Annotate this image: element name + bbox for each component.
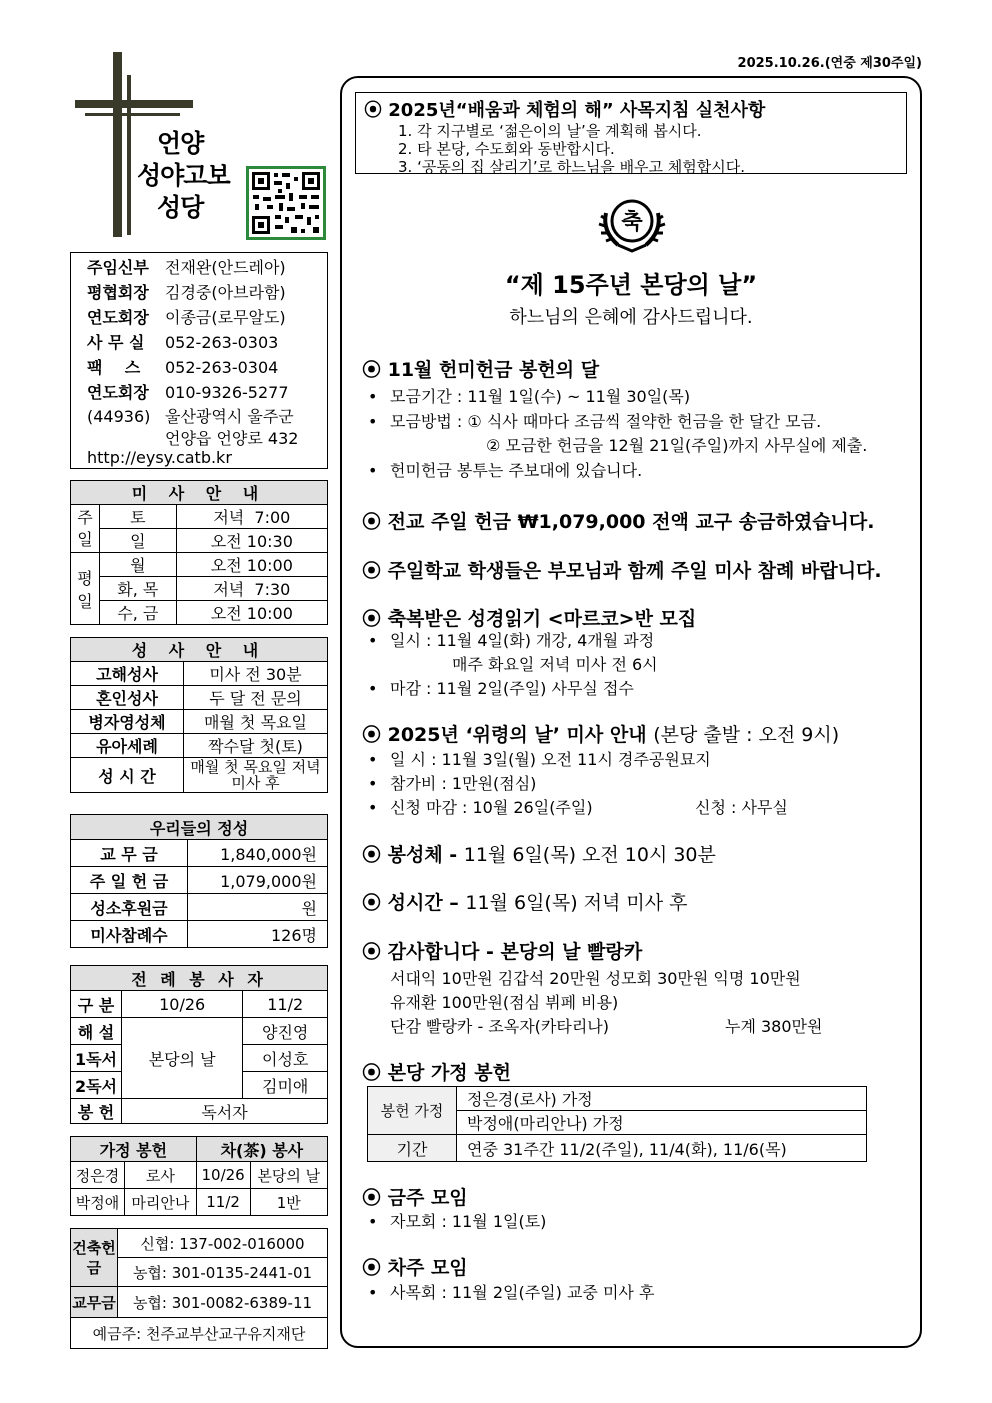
list-item: • 모금방법 : ① 식사 때마다 조금씩 절약한 헌금을 한 달간 모금.	[368, 412, 822, 431]
info-label: 평협회장	[87, 283, 149, 302]
rice-offering-method: 모금방법 : ① 식사 때마다 조금씩 절약한 헌금을 한 달간 모금.	[390, 412, 822, 431]
all-souls-departure: (본당 출발 : 오전 9시)	[653, 724, 840, 746]
parish-name-line3: 성당	[157, 193, 204, 222]
sunday-school-notice: ⦿ 주일학교 학생들은 부모님과 함께 주일 미사 참례 바랍니다.	[362, 560, 882, 582]
offering-title: 우리들의 정성	[71, 815, 328, 840]
info-value: 052-263-0304	[165, 358, 279, 377]
thanks-title: ⦿ 감사합니다 - 본당의 날 빨랑카	[362, 941, 643, 963]
family-offering-title: 가정 봉헌	[71, 1137, 197, 1162]
list-item: • 신청 마감 : 10월 26일(주일)	[368, 798, 593, 817]
sacrament-info	[70, 637, 328, 793]
list-item: • 자모회 : 11월 1일(토)	[368, 1212, 547, 1231]
postal-code: (44936)	[87, 407, 151, 426]
all-souls-fee: 참가비 : 1만원(점심)	[390, 774, 537, 793]
info-label: 사 무 실	[87, 333, 145, 352]
sacrament-name: 유아세례	[71, 734, 184, 758]
period-label: 기간	[368, 1135, 457, 1162]
bible-reading-time: 매주 화요일 저녁 미사 전 6시	[452, 655, 658, 674]
donation-line: 단감 빨랑카 - 조옥자(카타리나)	[390, 1017, 609, 1036]
qr-code-icon[interactable]	[246, 166, 326, 240]
next-server: 이성호	[243, 1045, 328, 1072]
sacrament-value: 두 달 전 문의	[184, 686, 328, 710]
sacrament-value: 짝수달 첫(토)	[184, 734, 328, 758]
mass-schedule-title: 미 사 안 내	[71, 481, 328, 505]
mass-time: 저녁 7:30	[176, 577, 327, 601]
communion-time: 11월 6일(목) 오전 10시 30분	[463, 844, 716, 866]
tea-who: 본당의 날	[250, 1162, 328, 1189]
communion-notice	[362, 840, 716, 867]
servers-head: 구 분	[71, 991, 122, 1018]
parish-name-line1: 언양	[157, 129, 204, 158]
family-saint: 마리안나	[125, 1189, 197, 1216]
bible-reading-deadline: 마감 : 11월 2일(주일) 사무실 접수	[390, 679, 634, 698]
offering-value: 126명	[188, 921, 328, 948]
main-title: “제 15주년 본당의 날”	[504, 271, 758, 299]
account-holder: 예금주: 천주교부산교구유지재단	[71, 1318, 328, 1349]
sacrament-name: 성 시 간	[71, 758, 184, 793]
sacrament-value: 미사 전 30분	[184, 662, 328, 686]
next-week-meeting: 사목회 : 11월 2일(주일) 교중 미사 후	[390, 1283, 655, 1302]
sacrament-title: 성 사 안 내	[71, 638, 328, 662]
mass-day: 화, 목	[100, 577, 177, 601]
offering-summary	[70, 814, 328, 948]
info-label: 팩 스	[87, 358, 141, 377]
servers-head: 10/26	[122, 991, 243, 1018]
offering-value: 원	[188, 894, 328, 921]
servers-title: 전 례 봉 사 자	[71, 966, 328, 991]
tithe-label: 교무금	[71, 1287, 118, 1318]
rice-offering-method-2: ② 모금한 헌금을 12월 21일(주일)까지 사무실에 제출.	[486, 436, 868, 455]
family-saint: 로사	[125, 1162, 197, 1189]
all-souls-apply: 신청 : 사무실	[695, 798, 788, 817]
info-label: 연도회장	[87, 383, 149, 402]
family-offering-title: ⦿ 본당 가정 봉헌	[362, 1062, 511, 1084]
offering-name: 미사참례수	[71, 921, 188, 948]
donation-total: 누계 380만원	[725, 1017, 823, 1036]
mass-day: 토	[100, 505, 177, 529]
mass-day: 수, 금	[100, 601, 177, 625]
all-souls-deadline: 신청 마감 : 10월 26일(주일)	[390, 798, 593, 817]
info-value: 010-9326-5277	[165, 383, 289, 402]
servers-head: 11/2	[243, 991, 328, 1018]
address-line2: 언양읍 언양로 432	[165, 429, 299, 448]
this-week-meeting: 자모회 : 11월 1일(토)	[390, 1212, 547, 1231]
offering-name: 성소후원금	[71, 894, 188, 921]
tithe-account: 농협: 301-0082-6389-11	[118, 1287, 328, 1318]
building-account-1: 신협: 137-002-016000	[118, 1229, 328, 1258]
bank-accounts	[70, 1228, 328, 1349]
holy-hour-heading: ⦿ 성시간 –	[362, 892, 466, 914]
bible-reading-schedule: 일시 : 11월 4일(화) 개강, 4개월 과정	[390, 631, 655, 650]
list-item: • 헌미헌금 봉투는 주보대에 있습니다.	[368, 461, 643, 480]
sacrament-name: 혼인성사	[71, 686, 184, 710]
donation-line: 서대익 10만원 김갑석 20만원 성모회 30만원 익명 10만원	[390, 969, 801, 988]
family-offering-table	[367, 1086, 867, 1162]
guideline-item: 2. 타 본당, 수도회와 동반합시다.	[398, 140, 615, 158]
website-link[interactable]: http://eysy.catb.kr	[87, 448, 232, 467]
family-name: 정은경	[71, 1162, 125, 1189]
sacrament-value: 매월 첫 목요일	[184, 710, 328, 734]
offering-server: 독서자	[122, 1099, 328, 1124]
guideline-title: ⦿ 2025년“배움과 체험의 해” 사목지침 실천사항	[364, 100, 766, 121]
rice-offering-title: ⦿ 11월 헌미헌금 봉헌의 달	[362, 359, 600, 381]
mass-schedule	[70, 480, 328, 625]
tea-date: 10/26	[196, 1162, 250, 1189]
family-label: 봉헌 가정	[368, 1087, 457, 1135]
offering-name: 교 무 금	[71, 840, 188, 867]
donation-line: 유재환 100만원(점심 뷔페 비용)	[390, 993, 619, 1012]
next-week-meeting-title: ⦿ 차주 모임	[362, 1257, 468, 1279]
next-server: 양진영	[243, 1018, 328, 1045]
tea-who: 1반	[250, 1189, 328, 1216]
mass-time: 오전 10:00	[176, 553, 327, 577]
offering-value: 1,079,000원	[188, 867, 328, 894]
parish-name-line2: 성야고보	[137, 161, 230, 190]
parish-info	[70, 252, 328, 469]
weekday-label: 평일	[71, 553, 100, 625]
liturgy-servers	[70, 965, 328, 1124]
sacrament-name: 고해성사	[71, 662, 184, 686]
list-item: • 일 시 : 11월 3일(월) 오전 11시 경주공원묘지	[368, 750, 711, 769]
main-subtitle: 하느님의 은혜에 감사드립니다.	[509, 307, 753, 328]
this-week-meeting-title: ⦿ 금주 모임	[362, 1187, 468, 1209]
list-item: • 사목회 : 11월 2일(주일) 교중 미사 후	[368, 1283, 655, 1302]
guideline-item: 3. ‘공동의 집 살리기’로 하느님을 배우고 체험합시다.	[398, 158, 746, 176]
list-item: • 참가비 : 1만원(점심)	[368, 774, 537, 793]
cross-logo-bar	[75, 100, 193, 108]
info-label: 연도회장	[87, 308, 149, 327]
tea-service-title: 차(茶) 봉사	[196, 1137, 327, 1162]
sacrament-name: 병자영성체	[71, 710, 184, 734]
rice-offering-period: 모금기간 : 11월 1일(수) ~ 11월 30일(목)	[390, 387, 691, 406]
server-role: 해 설	[71, 1018, 122, 1045]
cross-logo-stroke	[127, 75, 131, 235]
mass-day: 일	[100, 529, 177, 553]
offering-value: 1,840,000원	[188, 840, 328, 867]
building-account-2: 농협: 301-0135-2441-01	[118, 1258, 328, 1287]
family-1: 정은경(로사) 가정	[457, 1087, 867, 1111]
mass-time: 오전 10:30	[176, 529, 327, 553]
communion-heading: ⦿ 봉성체 -	[362, 844, 464, 866]
family-tea-service	[70, 1136, 328, 1216]
pastoral-guideline	[355, 92, 907, 174]
info-value: 전재완(안드레아)	[165, 258, 286, 277]
all-souls-schedule: 일 시 : 11월 3일(월) 오전 11시 경주공원묘지	[390, 750, 711, 769]
bible-reading-title: ⦿ 축복받은 성경읽기 <마르코>반 모집	[362, 608, 697, 630]
server-role: 1독서	[71, 1045, 122, 1072]
holy-hour-time: 11월 6일(목) 저녁 미사 후	[465, 892, 688, 914]
period-value: 연중 31주간 11/2(주일), 11/4(화), 11/6(목)	[457, 1135, 867, 1162]
all-souls-heading: ⦿ 2025년 ‘위령의 날’ 미사 안내	[362, 724, 647, 746]
info-value: 김경중(아브라함)	[165, 283, 286, 302]
cross-logo-bar-thin	[85, 113, 180, 116]
tea-date: 11/2	[196, 1189, 250, 1216]
mass-time: 저녁 7:00	[176, 505, 327, 529]
mission-sunday-notice: ⦿ 전교 주일 헌금 ₩1,079,000 전액 교구 송금하였습니다.	[362, 511, 875, 533]
cross-logo-icon	[113, 52, 122, 237]
bulletin-date: 2025.10.26.(연중 제30주일)	[737, 56, 922, 71]
family-2: 박정애(마리안나) 가정	[457, 1111, 867, 1135]
server-role: 2독서	[71, 1072, 122, 1099]
emblem-text: 축	[621, 210, 643, 235]
list-item: • 일시 : 11월 4일(화) 개강, 4개월 과정	[368, 631, 655, 650]
mass-time: 오전 10:00	[176, 601, 327, 625]
address-line1: 울산광역시 울주군	[165, 407, 294, 426]
offering-name: 주 일 헌 금	[71, 867, 188, 894]
sunday-label: 주일	[71, 505, 100, 553]
guideline-item: 1. 각 지구별로 ‘젊은이의 날’을 계획해 봅시다.	[398, 122, 702, 140]
server-role: 봉 헌	[71, 1099, 122, 1124]
rice-offering-envelope: 헌미헌금 봉투는 주보대에 있습니다.	[390, 461, 643, 480]
building-fund-label: 건축헌금	[71, 1229, 118, 1287]
mass-day: 월	[100, 553, 177, 577]
info-label: 주임신부	[87, 258, 149, 277]
list-item: • 마감 : 11월 2일(주일) 사무실 접수	[368, 679, 634, 698]
current-server: 본당의 날	[122, 1018, 243, 1099]
holy-hour-notice	[362, 888, 688, 915]
info-value: 이종금(로무알도)	[165, 308, 286, 327]
family-name: 박정애	[71, 1189, 125, 1216]
list-item: • 모금기간 : 11월 1일(수) ~ 11월 30일(목)	[368, 387, 691, 406]
parish-name	[137, 128, 230, 224]
sacrament-value: 매월 첫 목요일 저녁미사 후	[184, 758, 328, 793]
all-souls-title	[362, 720, 839, 747]
info-value: 052-263-0303	[165, 333, 279, 352]
next-server: 김미애	[243, 1072, 328, 1099]
